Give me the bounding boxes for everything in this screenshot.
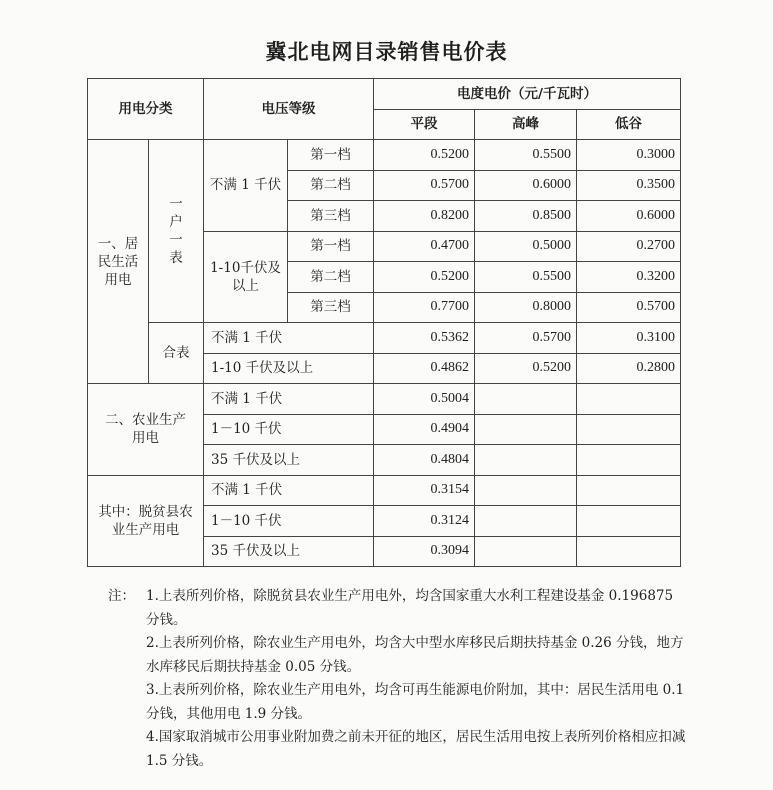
voltage-1-10kv: 1-10千伏及以上	[204, 231, 288, 323]
price-flat: 0.3154	[374, 475, 475, 506]
header-valley: 低谷	[577, 109, 681, 140]
price-peak-empty	[475, 506, 577, 537]
price-flat: 0.3094	[374, 536, 475, 567]
note-item	[108, 726, 688, 773]
voltage-label: 不满 1 千伏	[204, 475, 374, 506]
price-valley: 0.3000	[577, 140, 681, 171]
header-price-unit: 电度电价（元/千瓦时）	[374, 79, 681, 110]
header-flat: 平段	[374, 109, 475, 140]
table-row	[88, 140, 681, 171]
tier-label: 第二档	[288, 262, 374, 293]
price-valley: 0.3200	[577, 262, 681, 293]
price-valley: 0.2800	[577, 353, 681, 384]
price-valley-empty	[577, 506, 681, 537]
notes-section	[108, 585, 688, 773]
price-flat: 0.5004	[374, 384, 475, 415]
note-text: 国家取消城市公用事业附加费之前未开征的地区，居民生活用电按上表所列价格相应扣减 1.5 分钱。	[146, 729, 686, 769]
header-category: 用电分类	[88, 79, 204, 140]
price-flat: 0.4700	[374, 231, 475, 262]
voltage-label: 35 千伏及以上	[204, 445, 374, 476]
table-row	[88, 323, 681, 354]
price-valley: 0.6000	[577, 201, 681, 232]
voltage-label: 1－10 千伏	[204, 506, 374, 537]
header-voltage: 电压等级	[204, 79, 374, 140]
price-peak: 0.8500	[475, 201, 577, 232]
voltage-under-1kv: 不满 1 千伏	[204, 140, 288, 232]
price-flat: 0.7700	[374, 292, 475, 323]
price-table	[87, 78, 681, 567]
price-peak: 0.5500	[475, 140, 577, 171]
price-flat: 0.5200	[374, 140, 475, 171]
tier-label: 第一档	[288, 231, 374, 262]
price-valley-empty	[577, 536, 681, 567]
notes-prefix: 注：	[108, 588, 135, 604]
voltage-label: 不满 1 千伏	[204, 384, 374, 415]
note-number: 2.	[146, 635, 159, 651]
price-valley-empty	[577, 414, 681, 445]
price-flat: 0.4904	[374, 414, 475, 445]
price-flat: 0.8200	[374, 201, 475, 232]
price-valley-empty	[577, 445, 681, 476]
price-valley-empty	[577, 384, 681, 415]
single-meter-label: 一户一表	[149, 140, 204, 323]
note-text: 上表所列价格，除脱贫县农业生产用电外，均含国家重大水利工程建设基金 0.196875 分钱。	[146, 588, 674, 628]
price-peak-empty	[475, 384, 577, 415]
note-item	[108, 679, 688, 726]
poverty-label: 其中：脱贫县农业生产用电	[88, 475, 204, 567]
tier-label: 第三档	[288, 292, 374, 323]
combined-meter-label: 合表	[149, 323, 204, 384]
agriculture-label: 二、农业生产用电	[88, 384, 204, 476]
note-number: 1.	[146, 588, 159, 604]
voltage-label: 不满 1 千伏	[204, 323, 374, 354]
price-peak: 0.8000	[475, 292, 577, 323]
page-title: 冀北电网目录销售电价表	[265, 40, 508, 64]
price-peak: 0.6000	[475, 170, 577, 201]
voltage-label: 35 千伏及以上	[204, 536, 374, 567]
price-valley: 0.3500	[577, 170, 681, 201]
note-text: 上表所列价格，除农业生产用电外，均含可再生能源电价附加，其中：居民生活用电 0.1 分钱，其他用电 1.9 分钱。	[146, 682, 685, 722]
tier-label: 第三档	[288, 201, 374, 232]
note-item	[108, 585, 688, 632]
price-valley: 0.3100	[577, 323, 681, 354]
price-flat: 0.4804	[374, 445, 475, 476]
price-peak-empty	[475, 536, 577, 567]
tier-label: 第二档	[288, 170, 374, 201]
header-peak: 高峰	[475, 109, 577, 140]
voltage-label: 1－10 千伏	[204, 414, 374, 445]
price-peak: 0.5700	[475, 323, 577, 354]
price-flat: 0.5200	[374, 262, 475, 293]
price-peak-empty	[475, 475, 577, 506]
price-valley: 0.2700	[577, 231, 681, 262]
table-row	[88, 384, 681, 415]
price-valley: 0.5700	[577, 292, 681, 323]
voltage-label: 1-10 千伏及以上	[204, 353, 374, 384]
note-number: 4.	[146, 729, 159, 745]
note-item	[108, 632, 688, 679]
price-peak: 0.5500	[475, 262, 577, 293]
price-flat: 0.5362	[374, 323, 475, 354]
price-flat: 0.3124	[374, 506, 475, 537]
residential-label: 一、居民生活用电	[88, 140, 149, 384]
price-peak: 0.5200	[475, 353, 577, 384]
price-peak-empty	[475, 414, 577, 445]
note-text: 上表所列价格，除农业生产用电外，均含大中型水库移民后期扶持基金 0.26 分钱，地方水库移民后期扶持基金 0.05 分钱。	[146, 635, 684, 675]
price-flat: 0.5700	[374, 170, 475, 201]
price-valley-empty	[577, 475, 681, 506]
table-row	[88, 475, 681, 506]
price-peak: 0.5000	[475, 231, 577, 262]
note-number: 3.	[146, 682, 159, 698]
price-peak-empty	[475, 445, 577, 476]
price-flat: 0.4862	[374, 353, 475, 384]
tier-label: 第一档	[288, 140, 374, 171]
